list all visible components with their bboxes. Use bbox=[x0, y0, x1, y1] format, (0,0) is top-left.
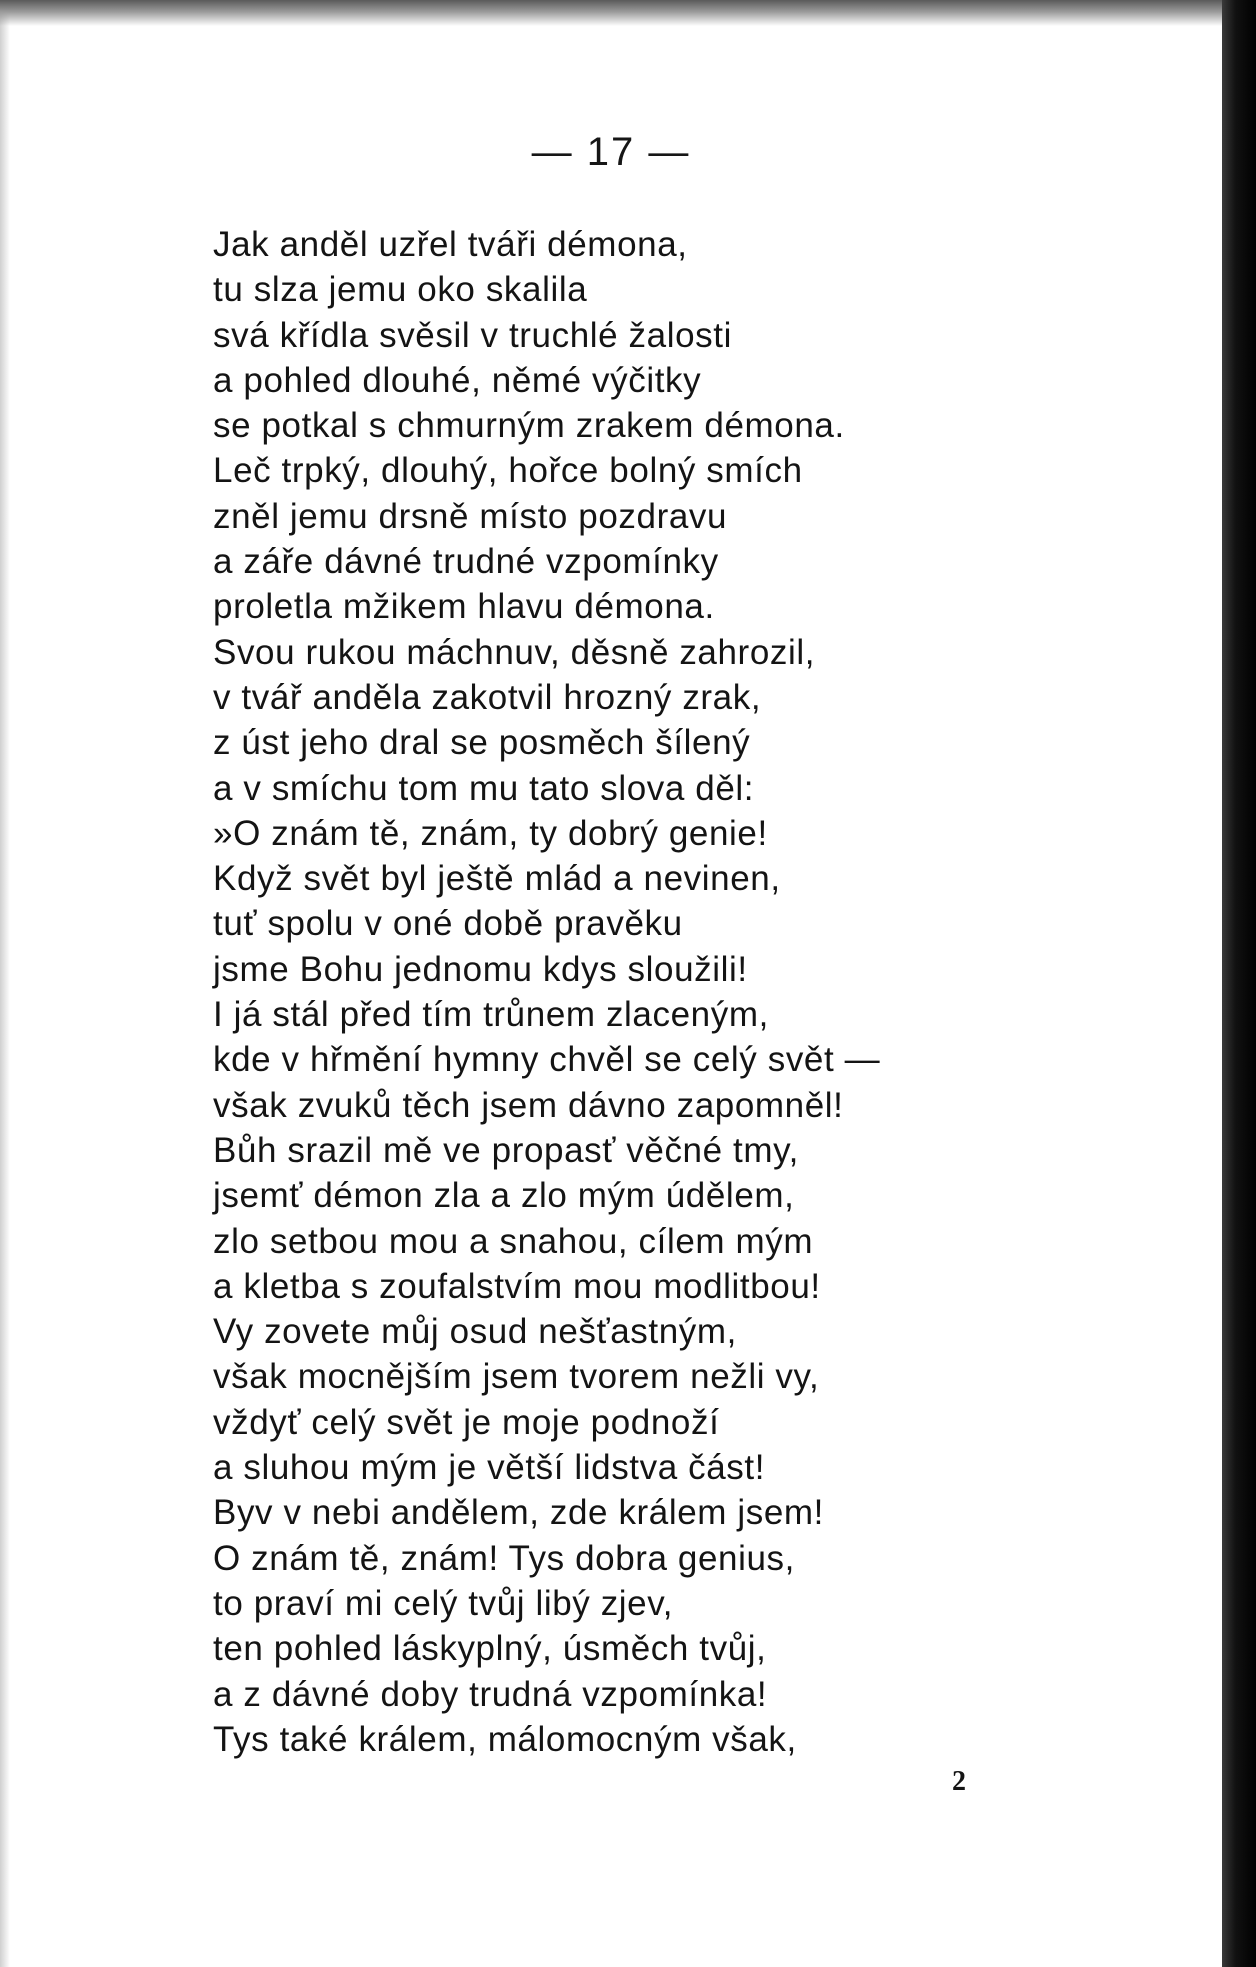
poem-line: zněl jemu drsně místo pozdravu bbox=[213, 496, 728, 536]
poem-line: Bůh srazil mě ve propasť věčné tmy, bbox=[213, 1130, 799, 1170]
poem-line: I já stál před tím trůnem zlaceným, bbox=[213, 995, 769, 1035]
poem-line: to praví mi celý tvůj libý zjev, bbox=[213, 1583, 674, 1623]
poem-line: Svou rukou máchnuv, děsně zahrozil, bbox=[213, 632, 816, 672]
page-top-edge bbox=[0, 0, 1256, 26]
signature-mark: 2 bbox=[952, 1766, 966, 1797]
poem-line: vždyť celý svět je moje podnoží bbox=[213, 1402, 720, 1442]
poem-line: a záře dávné trudné vzpomínky bbox=[213, 542, 719, 582]
poem-text bbox=[213, 222, 1113, 1762]
poem-line: a z dávné doby trudná vzpomínka! bbox=[213, 1674, 768, 1714]
poem-line: a sluhou mým je větší lidstva část! bbox=[213, 1448, 766, 1488]
poem-line: a v smíchu tom mu tato slova děl: bbox=[213, 768, 755, 808]
poem-line: Tys také králem, málomocným však, bbox=[213, 1719, 797, 1759]
poem-line: svá křídla svěsil v truchlé žalosti bbox=[213, 315, 732, 355]
poem-line: jsemť démon zla a zlo mým údělem, bbox=[213, 1176, 795, 1216]
poem-line: ten pohled láskyplný, úsměch tvůj, bbox=[213, 1629, 767, 1669]
poem-line: a kletba s zoufalstvím mou modlitbou! bbox=[213, 1266, 821, 1306]
poem-line: a pohled dlouhé, němé výčitky bbox=[213, 360, 702, 400]
page-number: — 17 — bbox=[531, 130, 691, 174]
poem-line: z úst jeho dral se posměch šílený bbox=[213, 723, 751, 763]
poem-line: »O znám tě, znám, ty dobrý genie! bbox=[213, 813, 768, 853]
poem-line: proletla mžikem hlavu démona. bbox=[213, 587, 715, 627]
poem-line: Když svět byl ještě mlád a nevinen, bbox=[213, 859, 781, 899]
poem-line: však mocnějším jsem tvorem nežli vy, bbox=[213, 1357, 820, 1397]
poem-line: tu slza jemu oko skalila bbox=[213, 270, 588, 310]
poem-line: jsme Bohu jednomu kdys sloužili! bbox=[213, 949, 748, 989]
poem-line: však zvuků těch jsem dávno zapomněl! bbox=[213, 1085, 844, 1125]
poem-line: se potkal s chmurným zrakem démona. bbox=[213, 406, 845, 446]
page-right-edge bbox=[1222, 0, 1256, 1967]
poem-line: Leč trpký, dlouhý, hořce bolný smích bbox=[213, 451, 803, 491]
poem-line: Vy zovete můj osud nešťastným, bbox=[213, 1312, 737, 1352]
page-left-edge bbox=[0, 0, 10, 1967]
poem-line: Jak anděl uzřel tváři démona, bbox=[213, 225, 688, 264]
poem-line: v tvář anděla zakotvil hrozný zrak, bbox=[213, 677, 762, 717]
poem-line: zlo setbou mou a snahou, cílem mým bbox=[213, 1221, 814, 1261]
poem-line: kde v hřmění hymny chvěl se celý svět — bbox=[213, 1040, 881, 1080]
poem-line: tuť spolu v oné době pravěku bbox=[213, 904, 683, 944]
poem-line: O znám tě, znám! Tys dobra genius, bbox=[213, 1538, 795, 1578]
poem-line: Byv v nebi andělem, zde králem jsem! bbox=[213, 1493, 825, 1533]
